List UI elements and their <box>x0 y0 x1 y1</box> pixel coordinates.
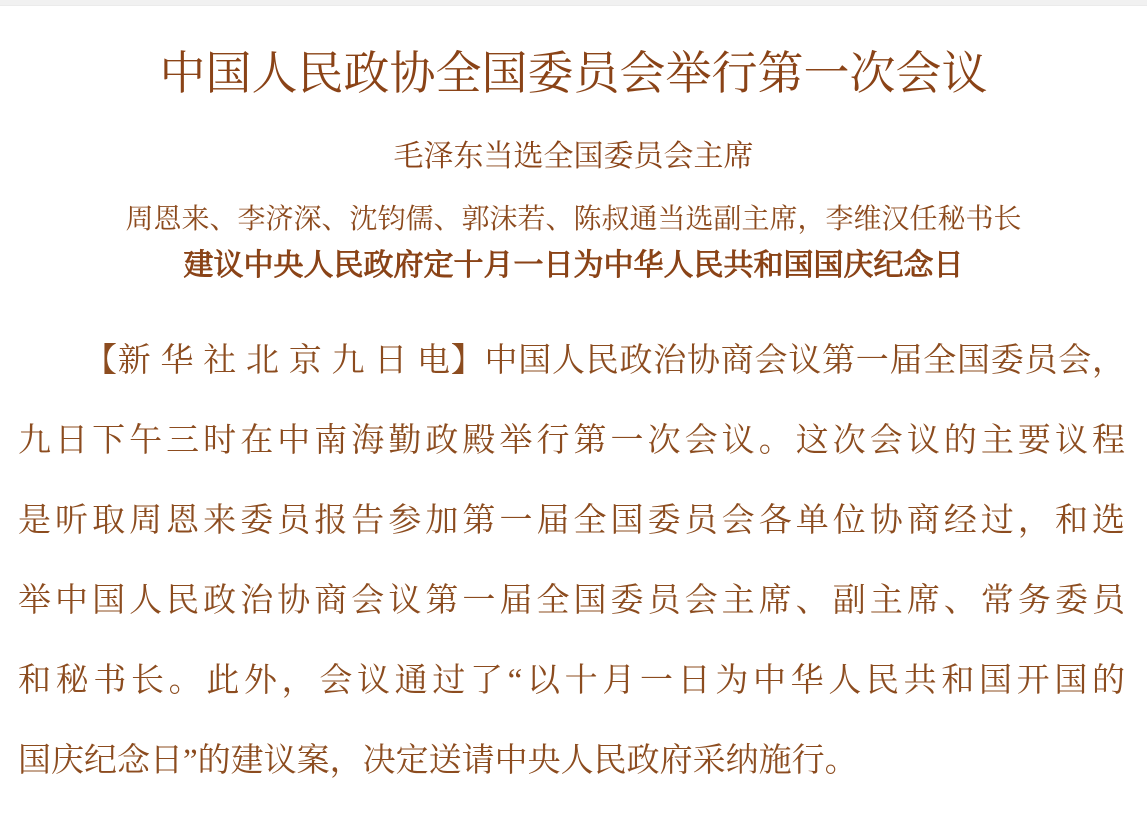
news-article <box>0 48 1147 801</box>
article-highlight: 建议中央人民政府定十月一日为中华人民共和国国庆纪念日 <box>183 249 964 282</box>
article-byline: 周恩来、李济深、沈钧儒、郭沫若、陈叔通当选副主席，李维汉任秘书长 <box>125 204 1022 235</box>
body-line-5: 和秘书长。此外，会议通过了“以十月一日为中华人民共和国开国的 <box>18 663 1125 699</box>
body-line-4: 举中国人民政治协商会议第一届全国委员会主席、副主席、常务委员 <box>18 583 1125 619</box>
body-line-6: 国庆纪念日”的建议案，决定送请中央人民政府采纳施行。 <box>18 743 858 779</box>
article-body <box>0 321 1147 801</box>
article-subtitle: 毛泽东当选全国委员会主席 <box>393 140 754 173</box>
top-strip <box>0 0 1147 6</box>
article-title: 中国人民政协全国委员会举行第一次会议 <box>159 48 988 99</box>
body-line-2: 九日下午三时在中南海勤政殿举行第一次会议。这次会议的主要议程 <box>18 423 1125 459</box>
body-line-3: 是听取周恩来委员报告参加第一届全国委员会各单位协商经过，和选 <box>18 503 1125 539</box>
body-line-1: 【新 华 社 北 京 九 日 电】中国人民政治协商会议第一届全国委员会， <box>84 343 1125 379</box>
